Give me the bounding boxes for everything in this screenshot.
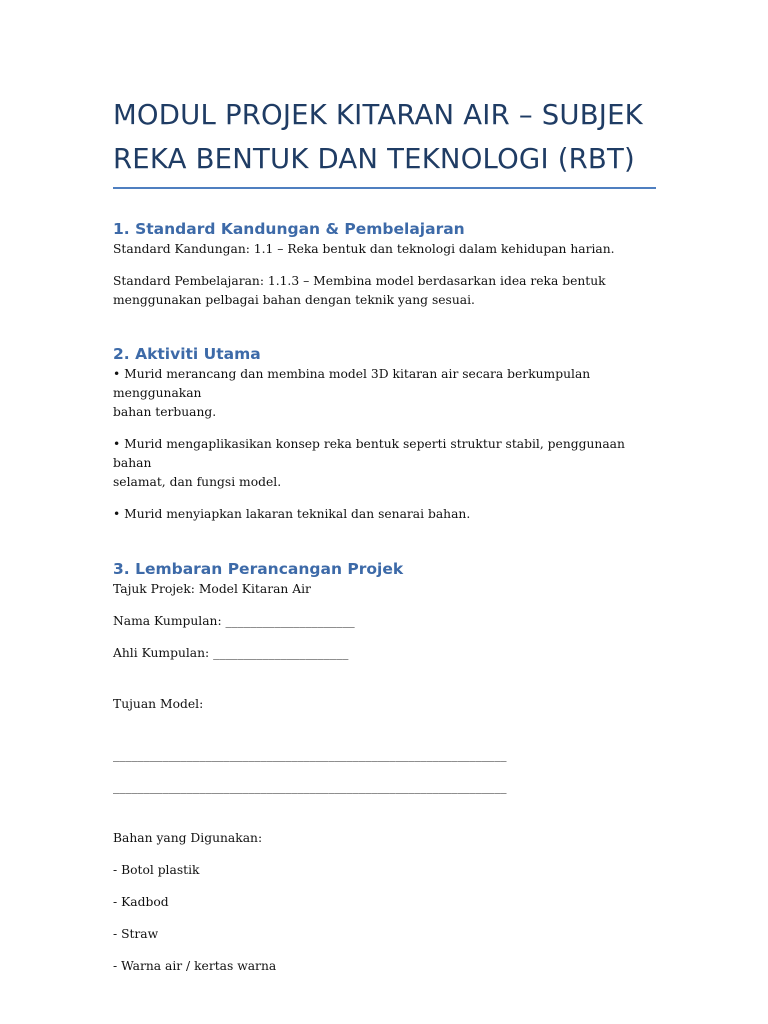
field-tujuan-model: Tujuan Model: xyxy=(113,697,204,711)
section-heading-lembaran: 3. Lembaran Perancangan Projek xyxy=(113,560,404,578)
document-title xyxy=(113,93,658,181)
paragraph-standard-kandungan: Standard Kandungan: 1.1 – Reka bentuk dan teknologi dalam kehidupan harian. xyxy=(113,242,615,256)
field-tajuk-projek: Tajuk Projek: Model Kitaran Air xyxy=(113,582,311,596)
title-underline xyxy=(113,187,656,189)
bullet-item-line-3: • Murid mengaplikasikan konsep reka bentuk seperti struktur stabil, penggunaan bahan xyxy=(113,437,625,470)
bullet-item-line-2: bahan terbuang. xyxy=(113,405,217,419)
field-bahan-digunakan: Bahan yang Digunakan: xyxy=(113,831,263,845)
document-page xyxy=(113,93,658,976)
document-title-line-1: MODUL PROJEK KITARAN AIR – SUBJEK xyxy=(113,99,643,131)
list-item-warna-air: - Warna air / kertas warna xyxy=(113,959,277,973)
list-item-straw: - Straw xyxy=(113,927,159,941)
list-item-kadbod: - Kadbod xyxy=(113,895,169,909)
list-item-botol-plastik: - Botol plastik xyxy=(113,863,200,877)
field-ahli-kumpulan: Ahli Kumpulan: ______________________ xyxy=(113,646,349,660)
section-heading-standard: 1. Standard Kandungan & Pembelajaran xyxy=(113,220,465,238)
section-heading-aktiviti: 2. Aktiviti Utama xyxy=(113,345,261,363)
paragraph-standard-pembelajaran-line-2: menggunakan pelbagai bahan dengan teknik yang sesuai. xyxy=(113,293,475,307)
paragraph-standard-pembelajaran-line-1: Standard Pembelajaran: 1.1.3 – Membina model berdasarkan idea reka bentuk xyxy=(113,274,606,288)
bullet-item-line-1: • Murid merancang dan membina model 3D kitaran air secara berkumpulan menggunakan xyxy=(113,367,591,400)
field-nama-kumpulan: Nama Kumpulan: _____________________ xyxy=(113,614,355,628)
bullet-item-line-4: selamat, dan fungsi model. xyxy=(113,475,282,489)
bullet-item-line-5: • Murid menyiapkan lakaran teknikal dan senarai bahan. xyxy=(113,507,471,521)
blank-line-1: ________________________________________________________________ xyxy=(113,748,507,762)
blank-line-2: ________________________________________________________________ xyxy=(113,780,507,794)
document-title-line-2: REKA BENTUK DAN TEKNOLOGI (RBT) xyxy=(113,143,635,175)
